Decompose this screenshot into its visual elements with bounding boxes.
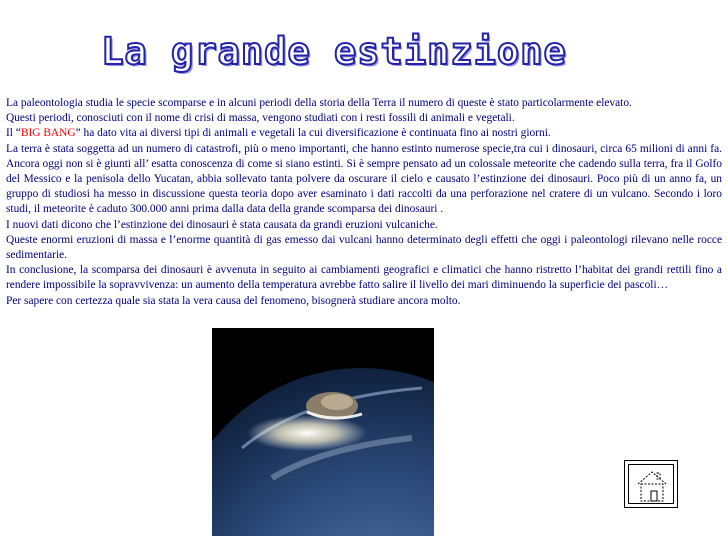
- home-icon: [629, 465, 675, 505]
- page-title: La grande estinzione: [101, 30, 567, 73]
- paragraph: [6, 96, 722, 111]
- meteor-impact-image: [212, 328, 434, 536]
- paragraph: [6, 126, 722, 141]
- home-button[interactable]: [624, 460, 678, 508]
- article-body: [6, 96, 722, 309]
- text-segment: Questi periodi, conosciuti con il nome di crisi di massa, vengono studiati con i resti fossili di animali e vegetali.: [6, 112, 515, 125]
- text-segment: La paleontologia studia le specie scomparse e in alcuni periodi della storia della Terra il numero di queste è stato particolarmente elevato.: [6, 97, 632, 109]
- text-segment: Queste enormi eruzioni di massa e l’enorme quantità di gas emesso dai vulcani hanno determinato degli effetti che oggi i paleontologi rilevano nelle rocce sedimentarie.: [6, 233, 722, 262]
- paragraph: [6, 111, 722, 126]
- paragraph: [6, 233, 722, 263]
- text-segment: In conclusione, la scomparsa dei dinosauri è avvenuta in seguito ai cambiamenti geografici e climatici che hanno ristretto l’habitat dei grandi rettili fino a rendere impossibile la sopravvivenza: un aumento della temperatura avrebbe fatto salire il livello dei mari diminuendo la superficie dei pascoli…: [6, 264, 722, 292]
- text-segment: I nuovi dati dicono che l’estinzione dei dinosauri è stata causata da grandi eruzioni vulcaniche.: [6, 218, 438, 231]
- text-segment: Per sapere con certezza quale sia stata la vera causa del fenomeno, bisognerà studiare ancora molto.: [6, 294, 461, 307]
- paragraph: [6, 218, 722, 233]
- home-button-frame: [628, 464, 674, 504]
- paragraph: [6, 263, 722, 293]
- text-segment: La terra è stata soggetta ad un numero di catastrofi, più o meno importanti, che hanno estinto numerose specie,tra cui i dinosauri, circa 65 milioni di anni fa. Ancora oggi non si è giunti all’ esatta conoscenza di come si siano estinti. Si è sempre pensato ad un colossale meteorite che cadendo sulla terra, fra il Golfo del Messico e la penisola dello Yucatan, abbia sollevato tanta polvere da oscurare il cielo e causato l’estinzione dei dinosauri. Poco più di un anno fa, un gruppo di studiosi ha messo in discussione questa teoria dopo aver esaminato i dati raccolti da una perforazione nel cratere di un vulcano. Secondo i loro studi, il meteorite è caduto 300.000 anni prima dalla data della grande scomparsa dei dinosauri .: [6, 142, 722, 216]
- text-segment: ” ha dato vita ai diversi tipi di animali e vegetali la cui diversificazione è continuata fino ai nostri giorni.: [75, 127, 551, 140]
- highlighted-term: BIG BANG: [20, 127, 76, 140]
- paragraph: [6, 294, 722, 309]
- text-segment: Il “: [6, 127, 21, 140]
- paragraph: [6, 142, 722, 218]
